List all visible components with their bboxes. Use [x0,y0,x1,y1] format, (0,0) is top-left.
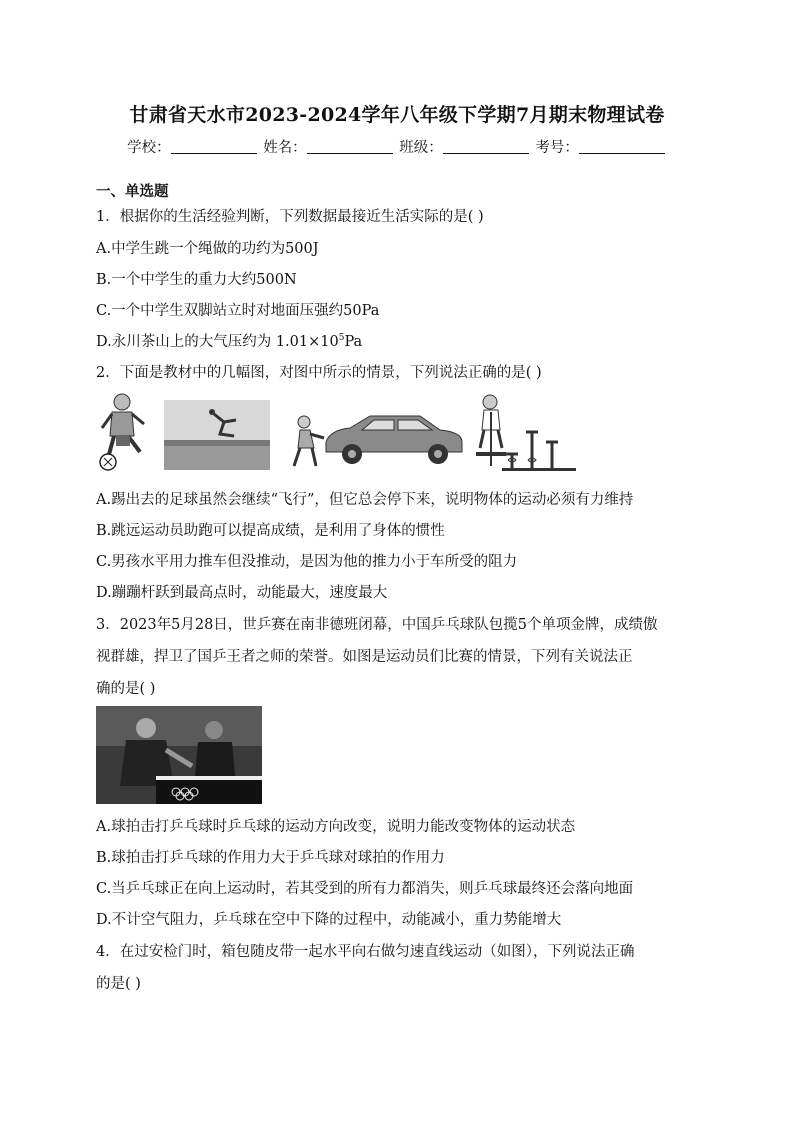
table-tennis-photo [96,706,262,804]
question-2-option-c: C.男孩水平用力推车但没推动，是因为他的推力小于车所受的阻力 [96,554,518,570]
question-3-option-d: D.不计空气阻力，乒乓球在空中下降的过程中，动能减小，重力势能增大 [96,912,562,928]
question-4-stem-line-2: 的是( ) [96,976,141,992]
name-label: 姓名： [263,140,307,156]
pogo-stick-figure [472,392,582,472]
question-4-stem-line-1: 4．在过安检门时，箱包随皮带一起水平向右做匀速直线运动（如图），下列说法正确 [96,944,635,960]
section-heading: 一、单选题 [96,183,169,200]
page-title: 甘肃省天水市2023-2024学年八年级下学期7月期末物理试卷 [129,104,665,126]
question-3-stem-line-3: 确的是( ) [96,681,156,697]
question-3-option-a: A.球拍击打乒乓球时乒乓球的运动方向改变，说明力能改变物体的运动状态 [96,819,576,835]
question-2-option-b: B.跳远运动员助跑可以提高成绩，是利用了身体的惯性 [96,523,445,539]
question-1-option-b: B.一个中学生的重力大约500N [96,272,297,288]
option-d-prefix: D.永川茶山上的大气压约为 1.01×10 [96,334,339,350]
school-blank[interactable] [171,139,257,154]
question-1-option-d [96,330,362,351]
school-label: 学校： [127,140,171,156]
soccer-player-figure [96,392,158,472]
name-blank[interactable] [307,139,393,154]
question-1-stem: 1．根据你的生活经验判断，下列数据最接近生活实际的是( ) [96,209,484,225]
question-3-stem-line-1: 3．2023年5月28日，世乒赛在南非德班闭幕，中国乒乓球队包揽5个单项金牌，成绩傲 [96,617,658,633]
question-1-option-a: A.中学生跳一个绳做的功约为500J [96,241,319,257]
question-2-stem: 2．下面是教材中的几幅图，对图中所示的情景，下列说法正确的是( ) [96,365,542,381]
option-d-unit: Pa [344,334,363,350]
question-2-option-a: A.踢出去的足球虽然会继续“飞行”，但它总会停下来，说明物体的运动必须有力维持 [96,492,634,508]
option-d-exponent: 5 [338,333,345,343]
class-blank[interactable] [443,139,529,154]
student-info-line [0,136,794,157]
exam-number-blank[interactable] [579,139,665,154]
question-1-option-c: C.一个中学生双脚站立时对地面压强约50Pa [96,303,380,319]
boy-pushing-car-figure [290,412,466,470]
question-3-option-c: C.当乒乓球正在向上运动时，若其受到的所有力都消失，则乒乓球最终还会落向地面 [96,881,634,897]
question-2-figures [96,392,696,472]
question-3-option-b: B.球拍击打乒乓球的作用力大于乒乓球对球拍的作用力 [96,850,445,866]
exam-number-label: 考号： [535,140,579,156]
question-3-stem-line-2: 视群雄，捍卫了国乒王者之师的荣誉。如图是运动员们比赛的情景，下列有关说法正 [96,649,633,665]
long-jump-photo [164,400,270,470]
class-label: 班级： [399,140,443,156]
question-2-option-d: D.蹦蹦杆跃到最高点时，动能最大，速度最大 [96,585,388,601]
